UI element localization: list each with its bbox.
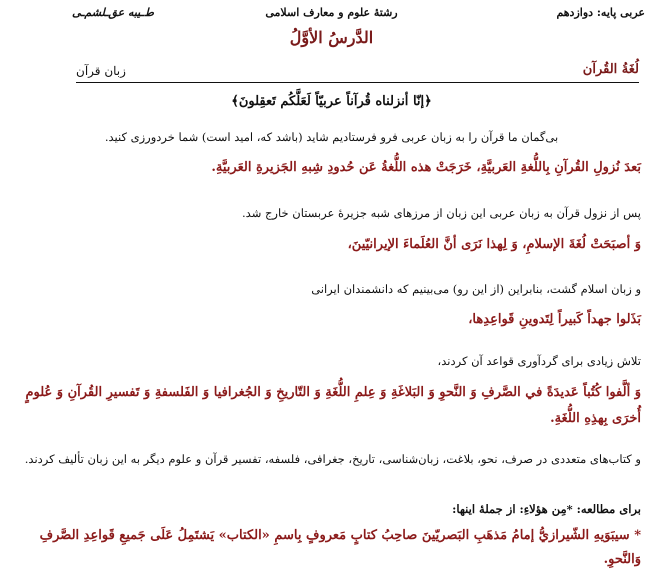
verse-translation: بی‌گمان ما قرآن را به زبان عربی فرو فرستادیم شاید (باشد که، امید است) شما خردورزی کنید. — [104, 130, 559, 144]
persian-line-3: تلاش زیادی برای گردآوری قواعد آن کردند، — [437, 354, 641, 368]
arabic-line-1: بَعدَ نُزولِ القُرآنِ بِاللُّغةِ العَربيَّةِ، خَرَجَتْ هذه اللُّغةُ عَن حُدودِ شِبهِ الجَزيرةِ العَربيَّةِ. — [211, 160, 641, 175]
arabic-line-4: وَ ألَّفوا كُتُباً عَديدَةً في الصَّرفِ وَ النَّحوِ وَ البَلاغَةِ وَ عِلمِ اللُّغَةِ وَ التّاريخِ وَ الجُغرافيا وَ الفَلسفةِ وَ تَفسيرِ القُرآنِ وَ عُلومٍ أُخرَى بِهذِهِ اللُّغَةِ. — [25, 385, 641, 426]
subtitle-arabic: لُغَةُ القُرآن — [582, 62, 639, 77]
lesson-title: الدَّرسُ الأوَّلُ — [289, 28, 374, 47]
header-author-signature: ط‌ـیبه عق‌ـلشم‌ـی — [72, 6, 154, 19]
header-grade: عربی پایه: دوازدهم — [556, 6, 645, 19]
quran-verse: ﴿إنّا أنزلناه قُرآناً عربيّاً لَعَلَّكُم تَعقِلونَ﴾ — [231, 94, 432, 109]
header-field: رشتهٔ علوم و معارف اسلامی — [265, 6, 398, 19]
subtitle-persian: زبان قرآن — [76, 64, 126, 78]
persian-line-1: پس از نزول قرآن به زبان عربی این زبان از مرزهای شبه جزیرهٔ عربستان خارج شد. — [242, 206, 641, 220]
persian-line-2: و زبان اسلام گشت، بنابراین (از این رو) می‌بینیم که دانشمندان ایرانی — [311, 282, 641, 296]
persian-line-4: و کتاب‌های متعددی در صرف، نحو، بلاغت، زبان‌شناسی، تاریخ، جغرافی، فلسفه، تفسیر قرآن و علوم دیگر به این زبان تألیف کردند. — [24, 452, 641, 466]
arabic-line-5: * سيبَوَيهِ الشّيرازيُّ إمامُ مَذهَبِ البَصريّينَ صاحِبُ كتابٍ مَعروفٍ بِاسمِ «الكتاب» يَشتَمِلُ عَلَى جَميعِ قَواعِدِ الصَّرفِ وَالنَّحوِ. — [39, 528, 641, 567]
study-note-heading: برای مطالعه: *مِن هؤلاءِ: از جملهٔ اینها: — [452, 502, 641, 516]
arabic-line-2: وَ أصبَحَتْ لُغَةَ الإسلامِ، وَ لِهذا نَرَى أنَّ العُلَماءَ الإيرانيّينَ، — [347, 237, 641, 252]
subtitle-divider — [76, 82, 639, 83]
arabic-line-3: بَذَلوا جهداً كَبيراً لِتَدوينِ قَواعِدِها، — [468, 312, 641, 327]
